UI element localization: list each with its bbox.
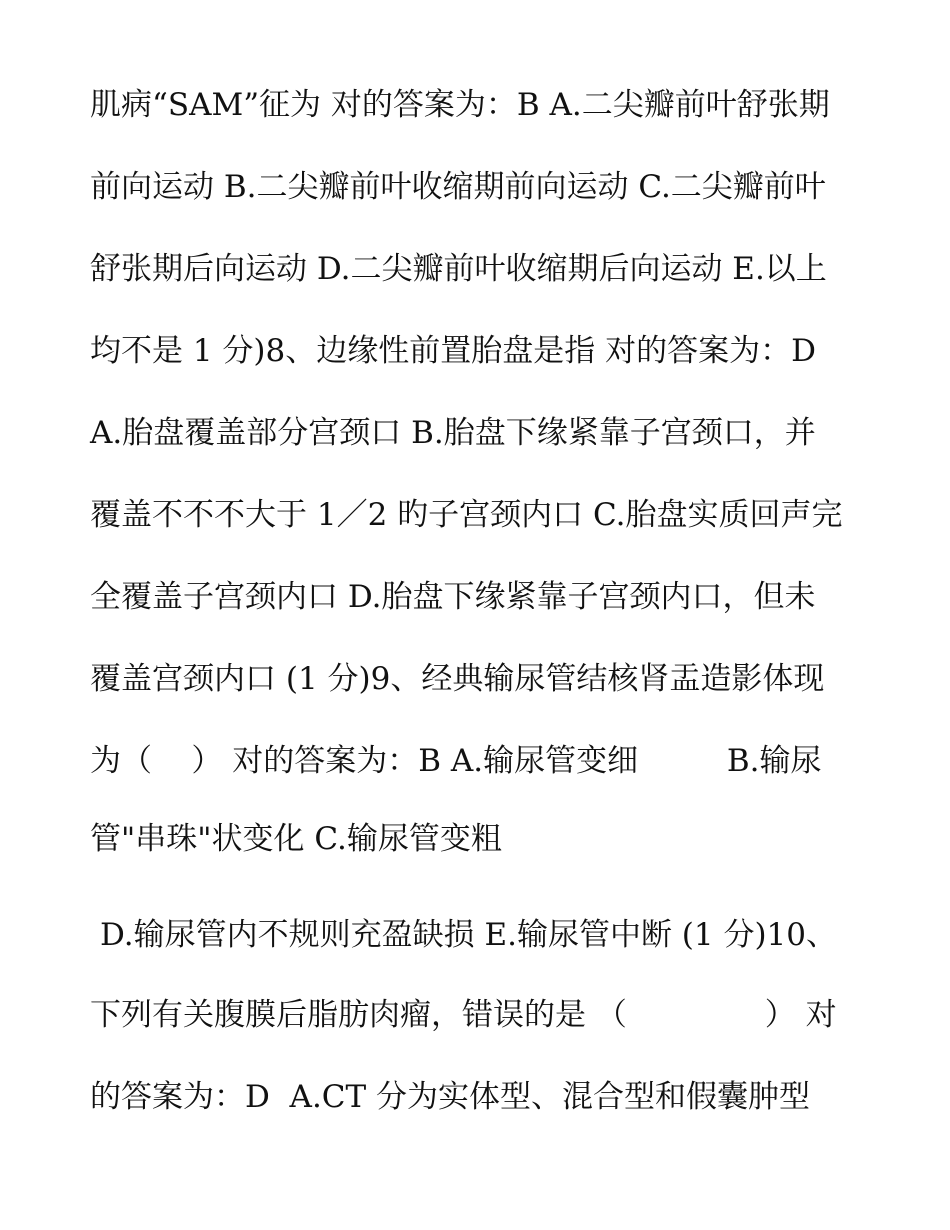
text-line-4: 均不是 1 分)8、边缘性前置胎盘是指 对的答案为：D (90, 333, 816, 369)
text-line-9: 为（ ） 对的答案为：B A.输尿管变细 B.输尿 (90, 743, 822, 779)
text-line-11: D.输尿管内不规则充盈缺损 E.输尿管中断 (1 分)10、 (100, 917, 838, 953)
text-line-8: 覆盖宫颈内口 (1 分)9、经典输尿管结核肾盂造影体现 (90, 661, 825, 697)
text-line-12: 下列有关腹膜后脂肪肉瘤，错误的是 （ ） 对 (90, 997, 837, 1033)
text-line-1: 肌病“SAM”征为 对的答案为：B A.二尖瓣前叶舒张期 (90, 87, 830, 123)
text-line-6: 覆盖不不不大于 1／2 旳子宫颈内口 C.胎盘实质回声完 (90, 497, 843, 533)
text-line-10: 管"串珠"状变化 C.输尿管变粗 (90, 821, 502, 857)
text-line-7: 全覆盖子宫颈内口 D.胎盘下缘紧靠子宫颈内口，但未 (90, 579, 816, 615)
text-line-5: A.胎盘覆盖部分宫颈口 B.胎盘下缘紧靠子宫颈口，并 (90, 415, 816, 451)
text-line-2: 前向运动 B.二尖瓣前叶收缩期前向运动 C.二尖瓣前叶 (90, 169, 826, 205)
text-line-13: 的答案为：D A.CT 分为实体型、混合型和假囊肿型 (90, 1079, 811, 1115)
text-line-3: 舒张期后向运动 D.二尖瓣前叶收缩期后向运动 E.以上 (90, 251, 827, 287)
